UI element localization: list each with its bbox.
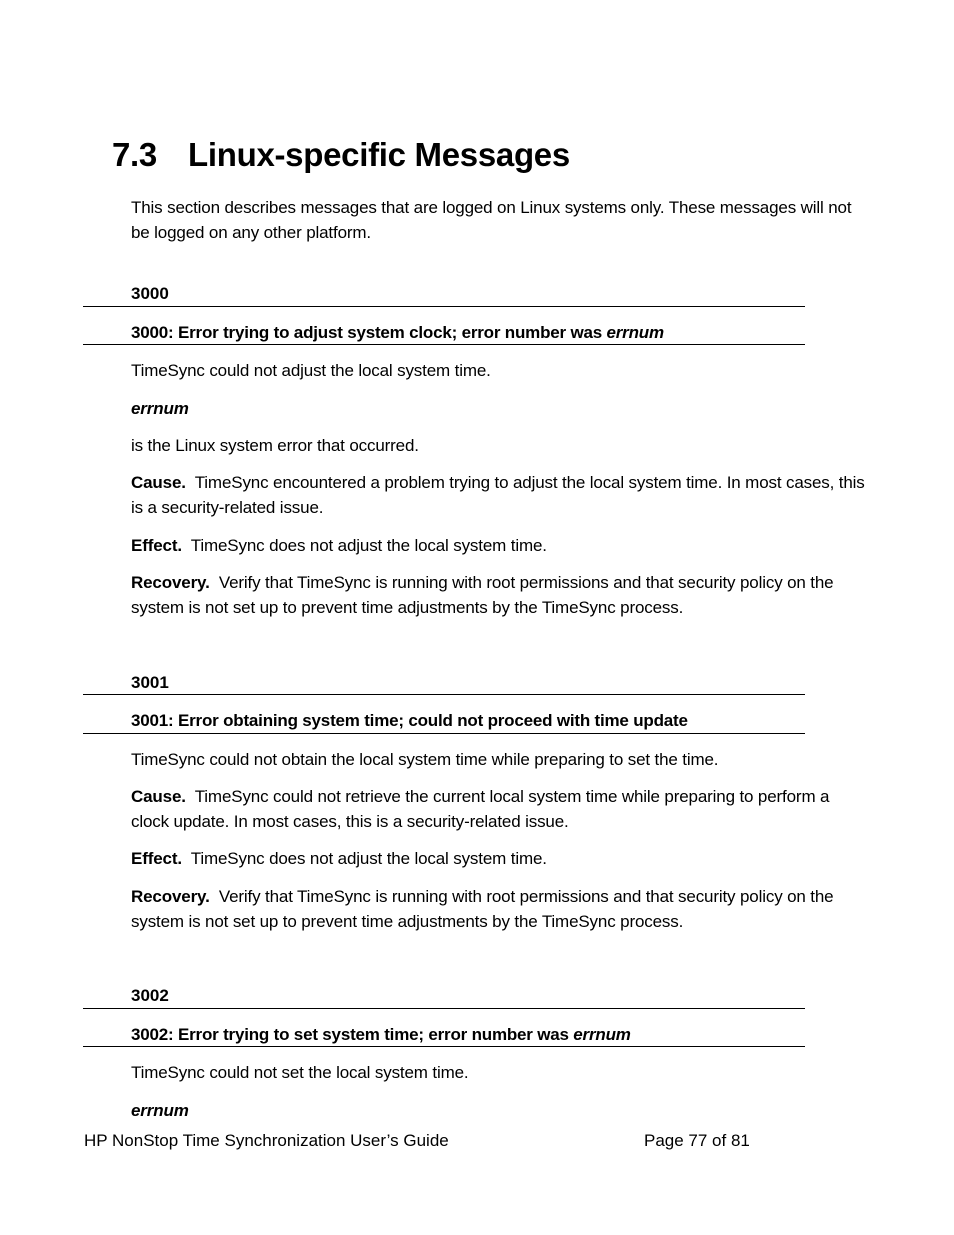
message-code-3002: 3002 <box>131 986 169 1005</box>
recovery-paragraph-3000 <box>131 570 866 620</box>
message-title-variable: errnum <box>606 323 664 342</box>
effect-text: TimeSync does not adjust the local system time. <box>190 536 547 555</box>
variable-name-3000: errnum <box>131 399 189 418</box>
recovery-text: Verify that TimeSync is running with root permissions and that security policy on the system is not set up to prevent time adjustments by the TimeSync process. <box>131 573 834 617</box>
recovery-label: Recovery. <box>131 573 210 592</box>
message-code-3000: 3000 <box>131 284 169 303</box>
divider <box>83 344 805 345</box>
cause-text: TimeSync could not retrieve the current local system time while preparing to perform a clock update. In most cases, this is a security-related issue. <box>131 787 830 831</box>
recovery-label: Recovery. <box>131 887 210 906</box>
message-title-text: 3002: Error trying to set system time; error number was <box>131 1025 574 1044</box>
message-title-3000 <box>131 322 664 344</box>
recovery-text: Verify that TimeSync is running with root permissions and that security policy on the system is not set up to prevent time adjustments by the TimeSync process. <box>131 887 834 931</box>
message-description-3002: TimeSync could not set the local system time. <box>131 1063 469 1082</box>
footer-document-title: HP NonStop Time Synchronization User’s Guide <box>84 1131 449 1150</box>
effect-paragraph-3001 <box>131 846 866 871</box>
message-description-3001: TimeSync could not obtain the local system time while preparing to set the time. <box>131 750 719 769</box>
effect-label: Effect. <box>131 536 182 555</box>
section-heading <box>112 132 570 178</box>
divider <box>83 733 805 734</box>
divider <box>83 694 805 695</box>
recovery-paragraph-3001 <box>131 884 866 934</box>
variable-name-3002: errnum <box>131 1101 189 1120</box>
effect-paragraph-3000 <box>131 533 866 558</box>
message-description-3000: TimeSync could not adjust the local system time. <box>131 361 491 380</box>
message-title-variable: errnum <box>573 1025 631 1044</box>
intro-paragraph: This section describes messages that are logged on Linux systems only. These messages will not be logged on any other platform. <box>131 198 852 242</box>
cause-text: TimeSync encountered a problem trying to adjust the local system time. In most cases, this is a security-related issue. <box>131 473 865 517</box>
divider <box>83 1008 805 1009</box>
cause-paragraph-3000 <box>131 470 866 520</box>
section-title: Linux-specific Messages <box>188 136 570 173</box>
cause-label: Cause. <box>131 473 186 492</box>
divider <box>83 306 805 307</box>
variable-description-3000: is the Linux system error that occurred. <box>131 436 419 455</box>
divider <box>83 1046 805 1047</box>
footer-page-number: Page 77 of 81 <box>644 1131 750 1150</box>
message-title-text: 3000: Error trying to adjust system clock; error number was <box>131 323 607 342</box>
message-code-3001: 3001 <box>131 673 169 692</box>
effect-label: Effect. <box>131 849 182 868</box>
message-title-3001: 3001: Error obtaining system time; could not proceed with time update <box>131 711 688 730</box>
cause-label: Cause. <box>131 787 186 806</box>
message-title-3002 <box>131 1024 631 1046</box>
cause-paragraph-3001 <box>131 784 866 834</box>
effect-text: TimeSync does not adjust the local system time. <box>190 849 547 868</box>
section-number: 7.3 <box>112 136 157 173</box>
